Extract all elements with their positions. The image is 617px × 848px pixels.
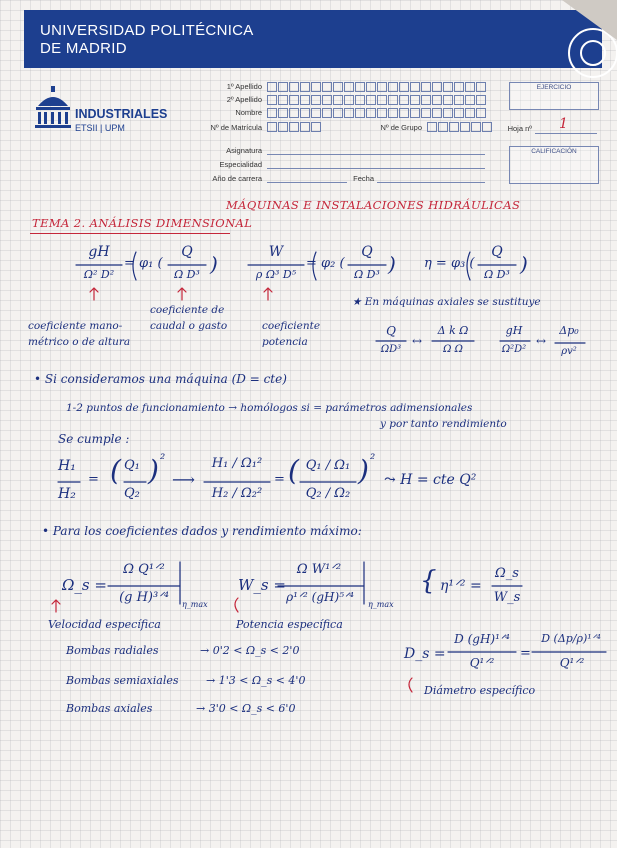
eq3-close: )	[520, 252, 528, 276]
eq1-q-numerator: Q	[181, 244, 193, 260]
eq3-q-denominator: Ω D³	[484, 268, 510, 281]
axial-note: ★ En máquinas axiales se sustituye	[352, 296, 541, 308]
university-name-line1: UNIVERSIDAD POLITÉCNICA	[40, 22, 254, 39]
sim-q-num: Q₁	[124, 458, 140, 473]
bullet-una-maquina: • Si consideramos una máquina (D = cte)	[34, 372, 287, 386]
eta-brace: {	[420, 566, 437, 596]
pump-axial-name: Bombas axiales	[66, 702, 153, 715]
ws-lhs: W_s =	[238, 576, 286, 594]
pump-semiaxial-name: Bombas semiaxiales	[66, 674, 179, 687]
label-ano: Año de carrera	[212, 174, 262, 183]
label-grupo: Nº de Grupo	[380, 123, 422, 132]
axial-a-num: Q	[386, 324, 396, 338]
eq3-q-numerator: Q	[491, 244, 503, 260]
ns-lhs: Ω_s =	[62, 576, 107, 594]
axial-c-den: Ω²D²	[501, 344, 527, 355]
hoja-value: 1	[559, 116, 568, 132]
sim-hw-num: H₁ / Ω₁²	[211, 456, 263, 471]
axial-c-num: gH	[505, 324, 523, 337]
axial-arrow2: ↔	[536, 334, 547, 348]
label-potencia: coeficiente potencia	[262, 320, 321, 348]
ds-num1: D (gH)¹ᐟ⁴	[454, 632, 510, 646]
sim-qw-den: Q₂ / Ω₂	[305, 486, 351, 501]
sim-paren-left2: (	[288, 454, 299, 487]
puntos-line2: y por tanto rendimiento	[380, 418, 507, 430]
eta-den: W_s	[493, 590, 521, 605]
eq2-paren	[313, 252, 316, 280]
label-caudal: coeficiente de caudal o gasto	[150, 304, 228, 332]
label-diametro-especifico: Diámetro específico	[424, 684, 536, 697]
sim-arrow: ⟶	[172, 470, 195, 489]
topic-title: TEMA 2. ANÁLISIS DIMENSIONAL	[32, 216, 253, 230]
ds-num2: D (Δp/ρ)¹ᐟ⁴	[541, 632, 601, 645]
bullet-coeficientes: • Para los coeficientes dados y rendimiento máximo:	[42, 524, 362, 538]
sim-paren-right: )	[148, 454, 159, 487]
school-name: INDUSTRIALES	[75, 107, 168, 121]
ds-eq: =	[520, 646, 531, 661]
sim-exp2: ²	[370, 452, 376, 467]
eta-num: Ω_s	[495, 566, 519, 581]
label-matricula: Nº de Matrícula	[210, 123, 262, 132]
puntos-line: 1-2 puntos de funcionamiento → homólogos si = parámetros adimensionales	[66, 402, 473, 414]
axial-b-num: Δ k Ω	[437, 324, 469, 337]
eq2-q-denominator: Ω D³	[354, 268, 380, 281]
label-velocidad-especifica: Velocidad específica	[48, 618, 161, 631]
label-fecha: Fecha	[353, 174, 374, 183]
eq1-lhs-denominator: Ω² D²	[83, 268, 115, 281]
label-altura: coeficiente mano-métrico o de altura	[28, 320, 131, 348]
ns-den: (g H)³ᐟ⁴	[119, 590, 169, 605]
sim-eq: =	[88, 472, 99, 487]
label-potencia-especifica: Potencia específica	[236, 618, 343, 631]
eq1-lhs-numerator: gH	[88, 244, 110, 260]
eq1-close: )	[210, 252, 218, 276]
sim-h1: H₁	[58, 458, 76, 474]
pump-radial-range: → 0'2 < Ω_s < 2'0	[200, 644, 300, 657]
eta-lhs: η¹ᐟ² =	[440, 578, 482, 594]
pump-axial-range: → 3'0 < Ω_s < 6'0	[196, 702, 296, 715]
arrow-potencia	[264, 288, 272, 300]
ds-den1: Q¹ᐟ²	[469, 656, 495, 670]
eq1-paren	[133, 252, 136, 280]
sim-q-den: Q₂	[124, 486, 140, 501]
sim-hw-den: H₂ / Ω₂²	[211, 486, 263, 501]
sim-qw-num: Q₁ / Ω₁	[305, 458, 351, 473]
eq2-lhs-denominator: ρ Ω³ D⁵	[255, 268, 297, 281]
ws-num: Ω W¹ᐟ²	[296, 562, 342, 577]
arrow-diametro	[409, 678, 412, 692]
ns-sub: η_max	[182, 600, 208, 609]
university-name-line2: DE MADRID	[40, 40, 127, 57]
ds-lhs: D_s =	[404, 646, 446, 662]
sim-exp: ²	[160, 452, 166, 467]
axial-a-den: ΩD³	[380, 344, 402, 355]
pump-radial-name: Bombas radiales	[66, 644, 159, 657]
axial-d-den: ρv²	[561, 346, 577, 357]
ws-den: ρ¹ᐟ² (gH)⁵ᐟ⁴	[286, 590, 354, 604]
sim-result: ⤳ H = cte Q²	[384, 472, 477, 488]
label-hoja: Hoja nº	[507, 124, 532, 133]
eq2-phi: = φ₂ (	[306, 256, 345, 271]
label-apellido1: 1º Apellido	[226, 82, 262, 91]
sim-h2: H₂	[58, 486, 76, 502]
label-especialidad: Especialidad	[219, 160, 262, 169]
eq2-close: )	[388, 252, 396, 276]
ns-num: Ω Q¹ᐟ²	[123, 562, 165, 577]
ds-den2: Q¹ᐟ²	[559, 656, 585, 670]
label-asignatura: Asignatura	[226, 146, 262, 155]
school-subtitle: ETSII | UPM	[75, 123, 125, 133]
se-cumple: Se cumple :	[58, 432, 130, 446]
notes-title: MÁQUINAS E INSTALACIONES HIDRÁULICAS	[226, 198, 521, 212]
ejercicio-label: EJERCICIO	[536, 84, 572, 91]
label-nombre: Nombre	[235, 108, 262, 117]
axial-arrow1: ↔	[412, 334, 423, 348]
eq2-q-numerator: Q	[361, 244, 373, 260]
eq1-q-denominator: Ω D³	[174, 268, 200, 281]
eq3-paren	[467, 252, 470, 280]
calificacion-label: CALIFICACIÓN	[531, 148, 577, 155]
arrow-caudal	[178, 288, 186, 300]
axial-d-num: Δp₀	[559, 324, 579, 337]
label-apellido2: 2º Apellido	[226, 95, 262, 104]
sim-eq2: =	[274, 472, 285, 487]
axial-b-den: Ω Ω	[443, 344, 463, 355]
eq1-phi: = φ₁ (	[124, 256, 163, 271]
pump-semiaxial-range: → 1'3 < Ω_s < 4'0	[206, 674, 306, 687]
eq2-lhs-numerator: W	[268, 244, 284, 260]
sim-paren-left: (	[110, 454, 121, 487]
arrow-altura	[90, 288, 98, 300]
sim-paren-right2: )	[358, 454, 369, 487]
arrow-potencia-esp	[235, 598, 238, 612]
arrow-velocidad	[52, 600, 60, 612]
ws-sub: η_max	[368, 600, 394, 609]
eq3-lhs: η = φ₃ (	[424, 256, 475, 271]
